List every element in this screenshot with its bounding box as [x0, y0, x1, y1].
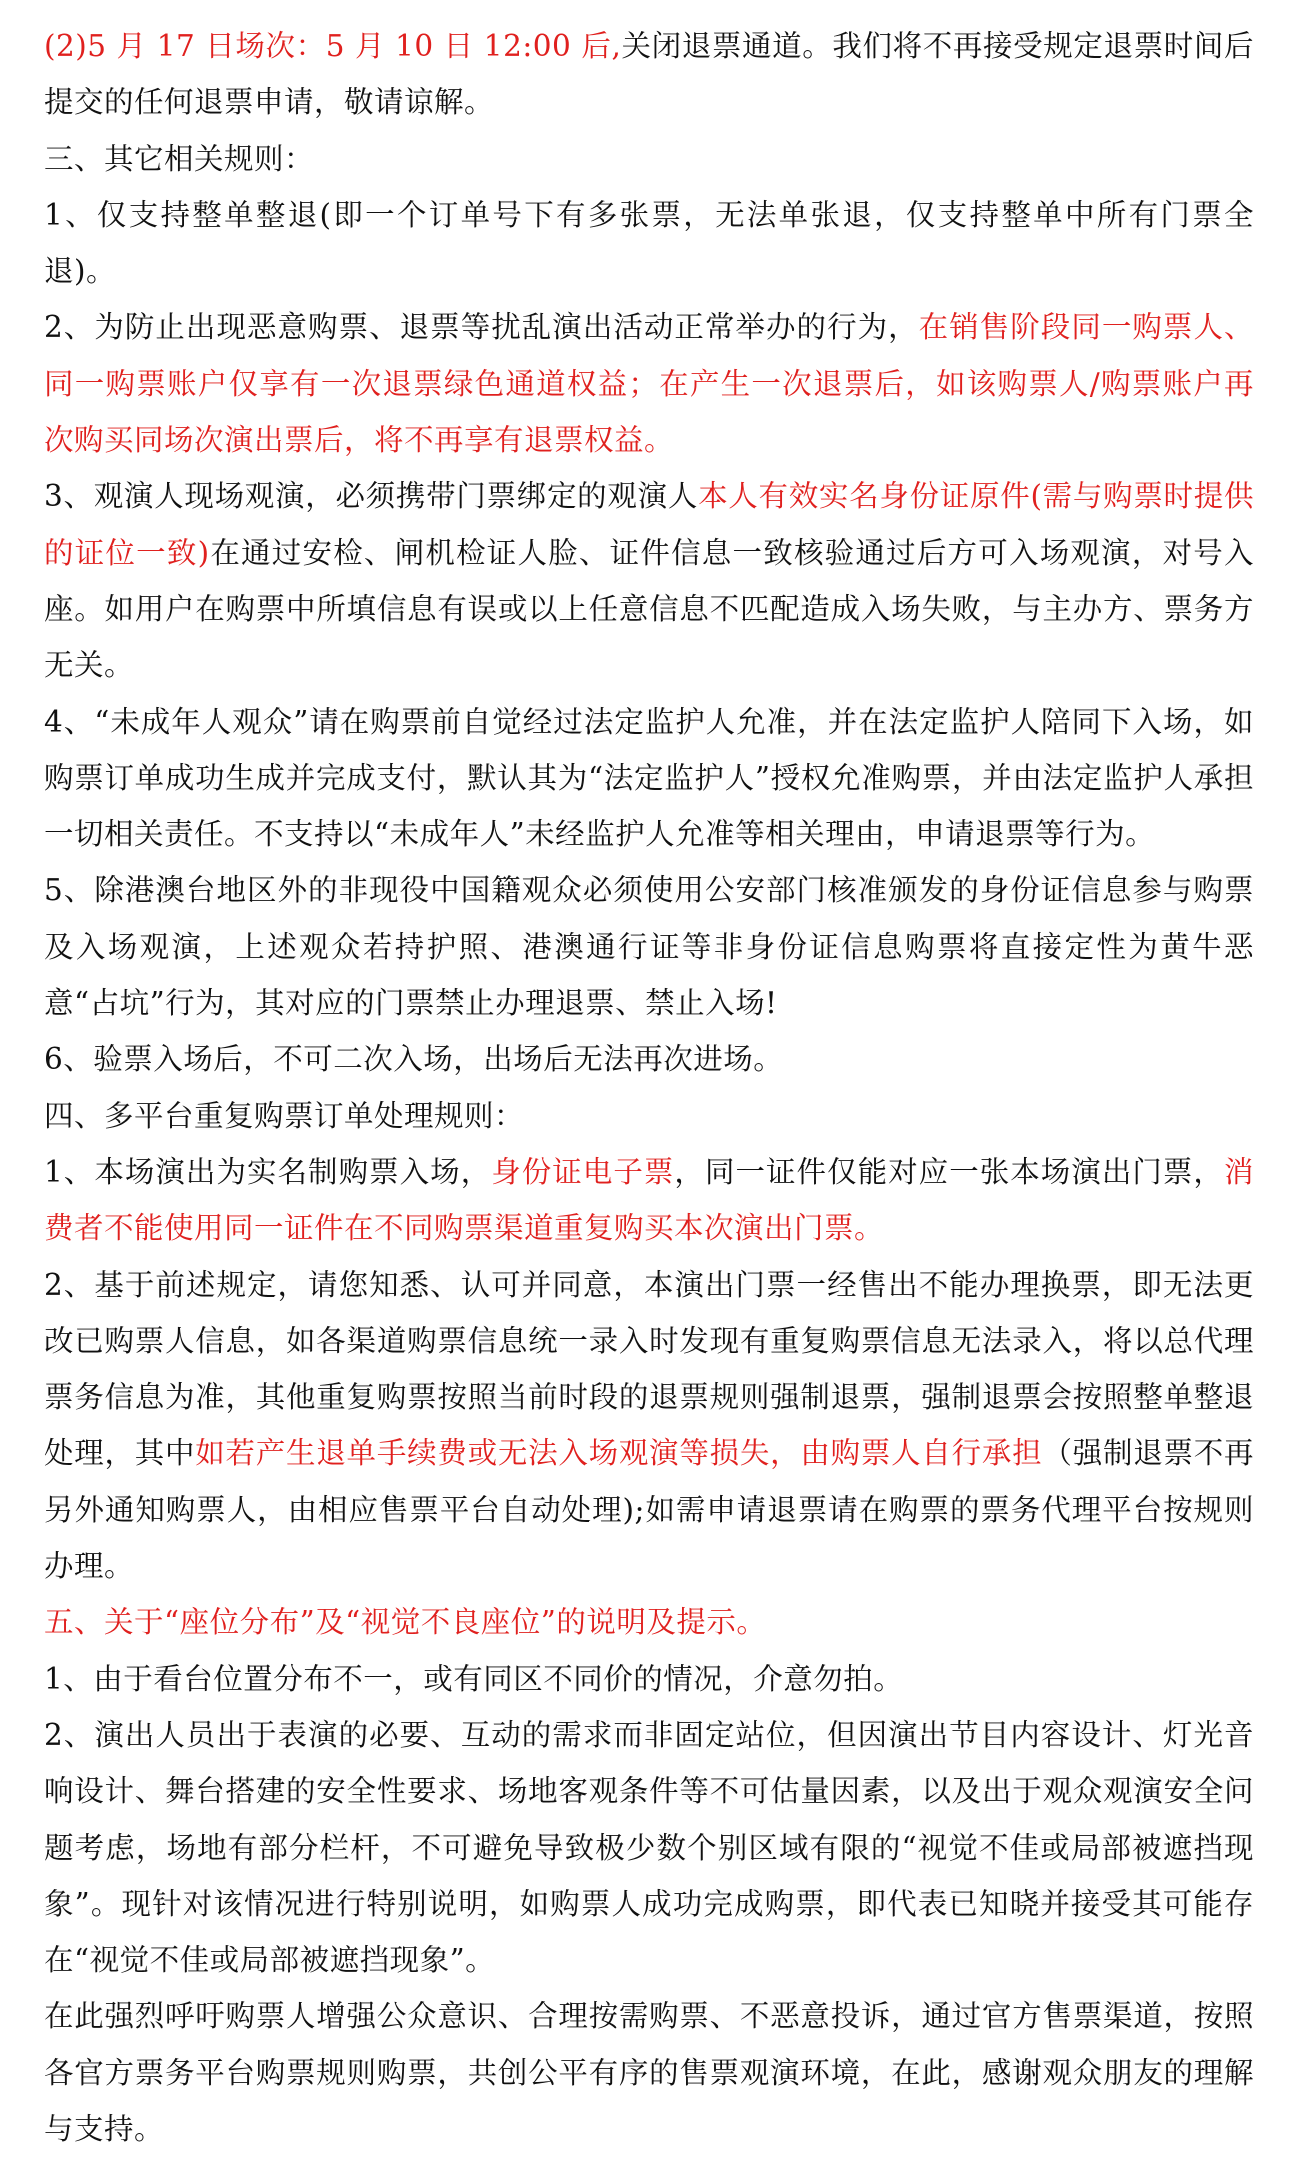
- rule-text: 2、为防止出现恶意购票、退票等扰乱演出活动正常举办的行为，: [44, 310, 919, 345]
- rule-text: 4、“未成年人观众”请在购票前自觉经过法定监护人允准，并在法定监护人陪同下入场，如购票订单成功生成并完成支付，默认其为“法定监护人”授权允准购票，并由法定监护人承担一切相关责任。不支持以“未成年人”未经监护人允准等相关理由，申请退票等行为。: [44, 704, 1254, 852]
- rule-forced-refund: [44, 1257, 1254, 1595]
- rule-text: 6、验票入场后，不可二次入场，出场后无法再次进场。: [44, 1042, 784, 1077]
- rule-highlight: 在销售阶段同一购票人、同一购票账户仅享有一次退票绿色通道权益；在产生一次退票后，如该购票人/购票账户再次购买同场次演出票后，将不再享有退票权益。: [44, 310, 1254, 458]
- section-heading-other-rules: [44, 131, 1254, 187]
- closing-appeal: [44, 1988, 1254, 2157]
- rule-text: ，同一证件仅能对应一张本场演出门票，: [674, 1154, 1224, 1189]
- rule-text: 2、基于前述规定，请您知悉、认可并同意，本演出门票一经售出不能办理换票，即无法更改已购票人信息，如各渠道购票信息统一录入时发现有重复购票信息无法录入，将以总代理票务信息为准，其他重复购票按照当前时段的退票规则强制退票，强制退票会按照整单整退处理，其中: [44, 1267, 1254, 1471]
- section-heading-text: 三、其它相关规则：: [44, 141, 315, 176]
- rule-highlight: 身份证电子票: [491, 1154, 675, 1189]
- closing-text: 在此强烈呼吁购票人增强公众意识、合理按需购票、不恶意投诉，通过官方售票渠道，按照各官方票务平台购票规则购票，共创公平有序的售票观演环境，在此，感谢观众朋友的理解与支持。: [44, 1999, 1254, 2146]
- rule-seat-distribution: [44, 1651, 1254, 1707]
- rule-highlight: 消费者不能使用同一证件在不同购票渠道重复购买本次演出门票。: [44, 1154, 1254, 1246]
- section-heading-text: 四、多平台重复购票订单处理规则：: [44, 1098, 525, 1133]
- refund-deadline-paragraph: [44, 18, 1254, 131]
- rule-highlight: 本人有效实名身份证原件(需与购票时提供的证位一致): [44, 479, 1254, 570]
- rule-text: 3、观演人现场观演，必须携带门票绑定的观演人: [44, 479, 699, 514]
- rule-id-card-required: [44, 862, 1254, 1031]
- section-heading-text: 五、关于“座位分布”及“视觉不良座位”的说明及提示。: [44, 1605, 767, 1640]
- section-heading-duplicate-orders: [44, 1088, 1254, 1144]
- rule-text: （强制退票不再另外通知购票人，由相应售票平台自动处理);如需申请退票请在购票的票务代理平台按规则办理。: [44, 1436, 1254, 1584]
- rule-text: 5、除港澳台地区外的非现役中国籍观众必须使用公安部门核准颁发的身份证信息参与购票及入场观演，上述观众若持护照、港澳通行证等非身份证信息购票将直接定性为黄牛恶意“占坑”行为，其对应的门票禁止办理退票、禁止入场!: [44, 873, 1254, 1021]
- rule-text: 1、由于看台位置分布不一，或有同区不同价的情况，介意勿拍。: [44, 1661, 904, 1696]
- rule-full-order-refund: [44, 187, 1254, 300]
- refund-deadline-text: 关闭退票通道。我们将不再接受规定退票时间后提交的任何退票申请，敬请谅解。: [44, 29, 1254, 120]
- refund-deadline-date: (2)5 月 17 日场次：5 月 10 日 12:00 后,: [44, 29, 622, 63]
- rule-text: 在通过安检、闸机检证人脸、证件信息一致核验通过后方可入场观演，对号入座。如用户在购票中所填信息有误或以上任意信息不匹配造成入场失败，与主办方、票务方无关。: [44, 535, 1254, 683]
- rule-highlight: 如若产生退单手续费或无法入场观演等损失，由购票人自行承担: [195, 1436, 1043, 1471]
- rule-text: 2、演出人员出于表演的必要、互动的需求而非固定站位，但因演出节目内容设计、灯光音响设计、舞台搭建的安全性要求、场地客观条件等不可估量因素，以及出于观众观演安全问题考虑，场地有部分栏杆，不可避免导致极少数个别区域有限的“视觉不佳或局部被遮挡现象”。现针对该情况进行特别说明，如购票人成功完成购票，即代表已知晓并接受其可能存在“视觉不佳或局部被遮挡现象”。: [44, 1717, 1254, 1978]
- section-heading-seating: [44, 1594, 1254, 1650]
- rule-single-refund-right: [44, 299, 1254, 468]
- rule-text: 1、仅支持整单整退(即一个订单号下有多张票，无法单张退，仅支持整单中所有门票全退)。: [44, 197, 1254, 289]
- rule-no-reentry: [44, 1031, 1254, 1087]
- rule-text: 1、本场演出为实名制购票入场，: [44, 1154, 492, 1189]
- rule-minor-audience: [44, 694, 1254, 863]
- rule-real-name-id: [44, 468, 1254, 693]
- rule-obstructed-view: [44, 1707, 1254, 1988]
- rule-one-id-one-ticket: [44, 1144, 1254, 1257]
